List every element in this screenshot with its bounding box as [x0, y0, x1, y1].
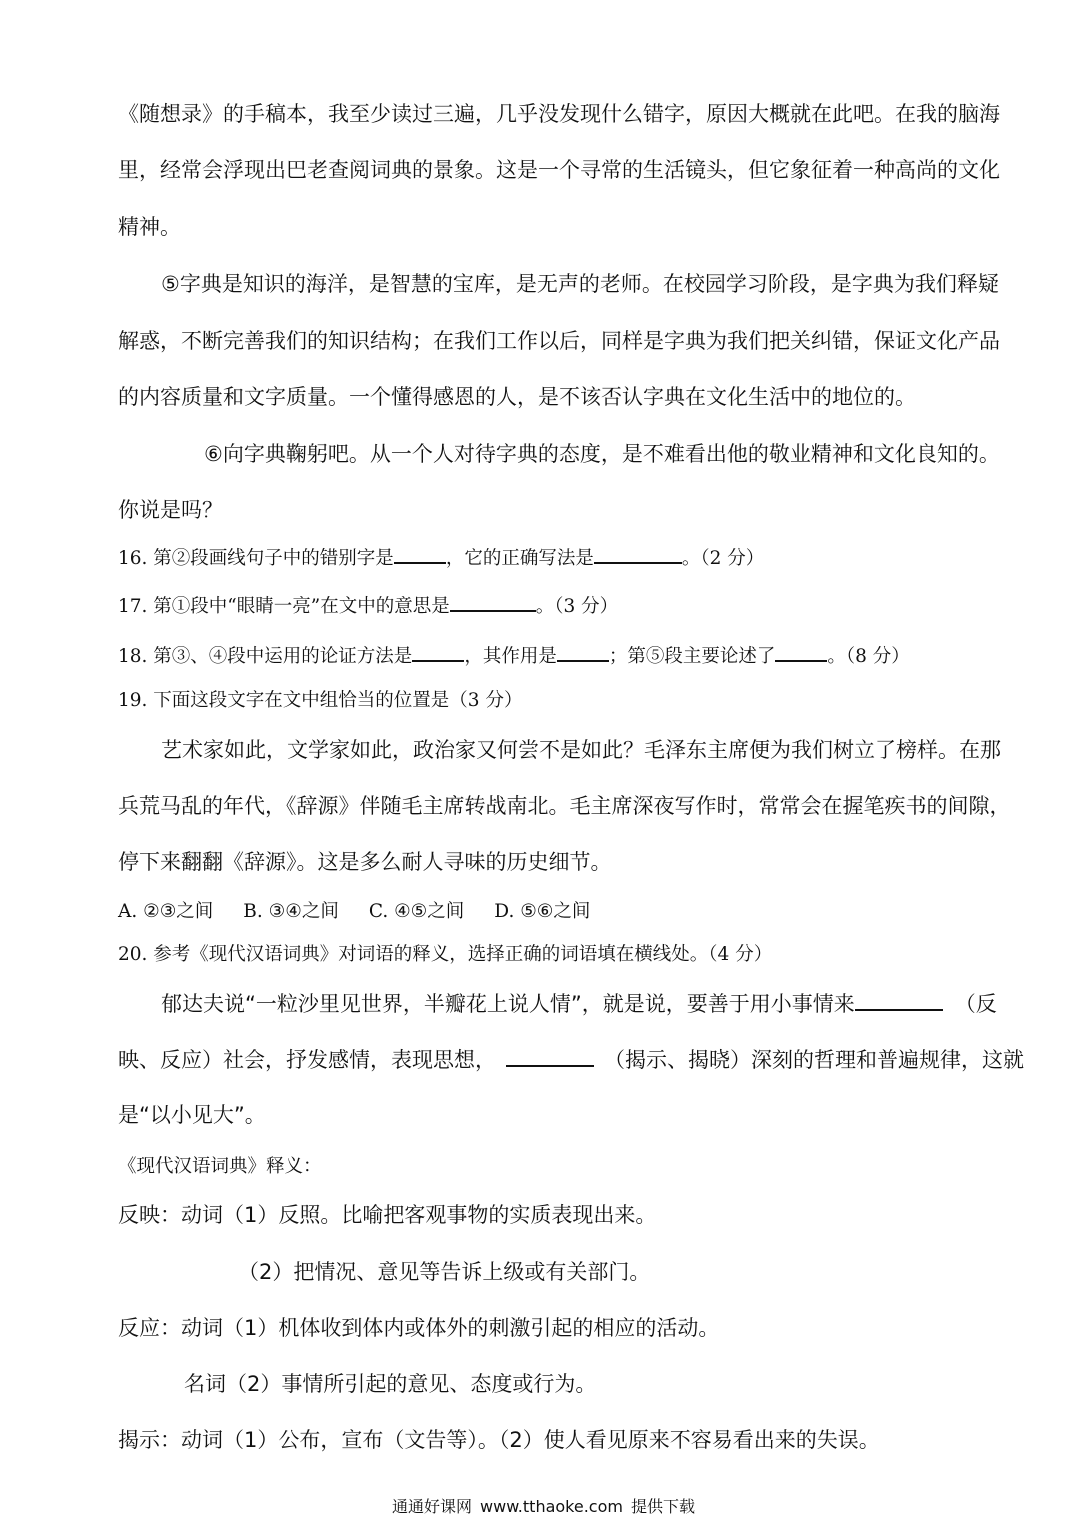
- question-16-text-b: ，它的正确写法是: [445, 548, 594, 569]
- answer-blank[interactable]: [557, 643, 609, 662]
- passage-p5-line3: 的内容质量和文字质量。一个懂得感恩的人，是不该否认字典在文化生活中的地位的。: [118, 385, 916, 409]
- definition-fanying2-1: 反应：动词（1）机体收到体内或体外的刺激引起的相应的活动。: [118, 1316, 720, 1340]
- question-19: 19. 下面这段文字在文中组恰当的位置是（3 分）: [118, 690, 523, 711]
- question-18: [118, 642, 910, 668]
- question-20-text-a: 郁达夫说“一粒沙里见世界，半瓣花上说人情”，就是说，要善于用小事情来: [161, 992, 855, 1016]
- question-19-text-line1: 艺术家如此，文学家如此，政治家又何尝不是如此？毛泽东主席便为我们树立了榜样。在那: [161, 738, 1001, 762]
- question-19-options: [118, 897, 590, 923]
- option-b[interactable]: B. ③④之间: [243, 901, 339, 922]
- option-d[interactable]: D. ⑤⑥之间: [494, 901, 591, 922]
- question-18-text-c: ；第⑤段主要论述了: [608, 646, 776, 667]
- definition-jieshi-1: 揭示：动词（1）公布，宣布（文告等）。（2）使人看见原来不容易看出来的失误。: [118, 1428, 880, 1452]
- question-16-text-a: 16. 第②段画线句子中的错别字是: [118, 548, 394, 569]
- footer-site-name: 通通好课网: [392, 1497, 473, 1516]
- answer-blank[interactable]: [506, 1046, 594, 1067]
- option-c[interactable]: C. ④⑤之间: [368, 901, 465, 922]
- dictionary-heading: 《现代汉语词典》释义：: [118, 1156, 322, 1177]
- question-18-text-a: 18. 第③、④段中运用的论证方法是: [118, 646, 413, 667]
- answer-blank[interactable]: [450, 593, 536, 612]
- answer-blank[interactable]: [394, 545, 446, 564]
- question-20-text-line2: [118, 1044, 1024, 1074]
- definition-fanying2-2: 名词（2）事情所引起的意见、态度或行为。: [184, 1372, 597, 1396]
- question-20: 20. 参考《现代汉语词典》对词语的释义，选择正确的词语填在横线处。（4 分）: [118, 944, 773, 965]
- passage-p1-line1: 《随想录》的手稿本，我至少读过三遍，几乎没发现什么错字，原因大概就在此吧。在我的脑海: [118, 102, 1000, 126]
- passage-p1-line3: 精神。: [118, 215, 181, 239]
- answer-blank[interactable]: [594, 545, 682, 564]
- question-18-text-b: ，其作用是: [464, 646, 557, 667]
- answer-blank[interactable]: [412, 643, 464, 662]
- question-20-text-b: （反: [954, 992, 997, 1016]
- question-20-text-line3: 是“以小见大”。: [118, 1103, 266, 1127]
- footer-tagline: 提供下载: [630, 1497, 695, 1516]
- question-17-text-a: 17. 第①段中“眼睛一亮”在文中的意思是: [118, 596, 450, 617]
- passage-p6-line2: 你说是吗？: [118, 498, 223, 522]
- question-18-text-d: 。（8 分）: [827, 646, 910, 667]
- question-17: [118, 592, 618, 618]
- definition-fanying-1: 反映：动词（1）反照。比喻把客观事物的实质表现出来。: [118, 1203, 657, 1227]
- answer-blank[interactable]: [775, 643, 827, 662]
- question-20-text-line1: [161, 988, 997, 1018]
- question-19-text-line2: 兵荒马乱的年代，《辞源》伴随毛主席转战南北。毛主席深夜写作时，常常会在握笔疾书的间隙，: [118, 794, 1011, 818]
- answer-blank[interactable]: [855, 990, 943, 1011]
- question-19-text-line3: 停下来翻翻《辞源》。这是多么耐人寻味的历史细节。: [118, 850, 612, 874]
- question-20-text-c: 映、反应）社会，抒发感情，表现思想，: [118, 1048, 496, 1072]
- passage-p5-line1: ⑤字典是知识的海洋，是智慧的宝库，是无声的老师。在校园学习阶段，是字典为我们释疑: [161, 272, 999, 296]
- question-16: [118, 544, 764, 570]
- footer-url[interactable]: www.tthaoke.com: [480, 1497, 623, 1516]
- question-16-text-c: 。（2 分）: [681, 548, 765, 569]
- question-17-text-b: 。（3 分）: [535, 596, 619, 617]
- question-20-text-d: （揭示、揭晓）深刻的哲理和普遍规律，这就: [604, 1048, 1024, 1072]
- passage-p6-line1: ⑥向字典鞠躬吧。从一个人对待字典的态度，是不难看出他的敬业精神和文化良知的。: [204, 442, 1000, 466]
- passage-p1-line2: 里，经常会浮现出巴老查阅词典的景象。这是一个寻常的生活镜头，但它象征着一种高尚的文化: [118, 158, 1000, 182]
- option-a[interactable]: A. ②③之间: [118, 901, 214, 922]
- page-footer: [0, 1494, 1087, 1517]
- passage-p5-line2: 解惑，不断完善我们的知识结构；在我们工作以后，同样是字典为我们把关纠错，保证文化产品: [118, 329, 1000, 353]
- definition-fanying-2: （2）把情况、意见等告诉上级或有关部门。: [238, 1260, 651, 1284]
